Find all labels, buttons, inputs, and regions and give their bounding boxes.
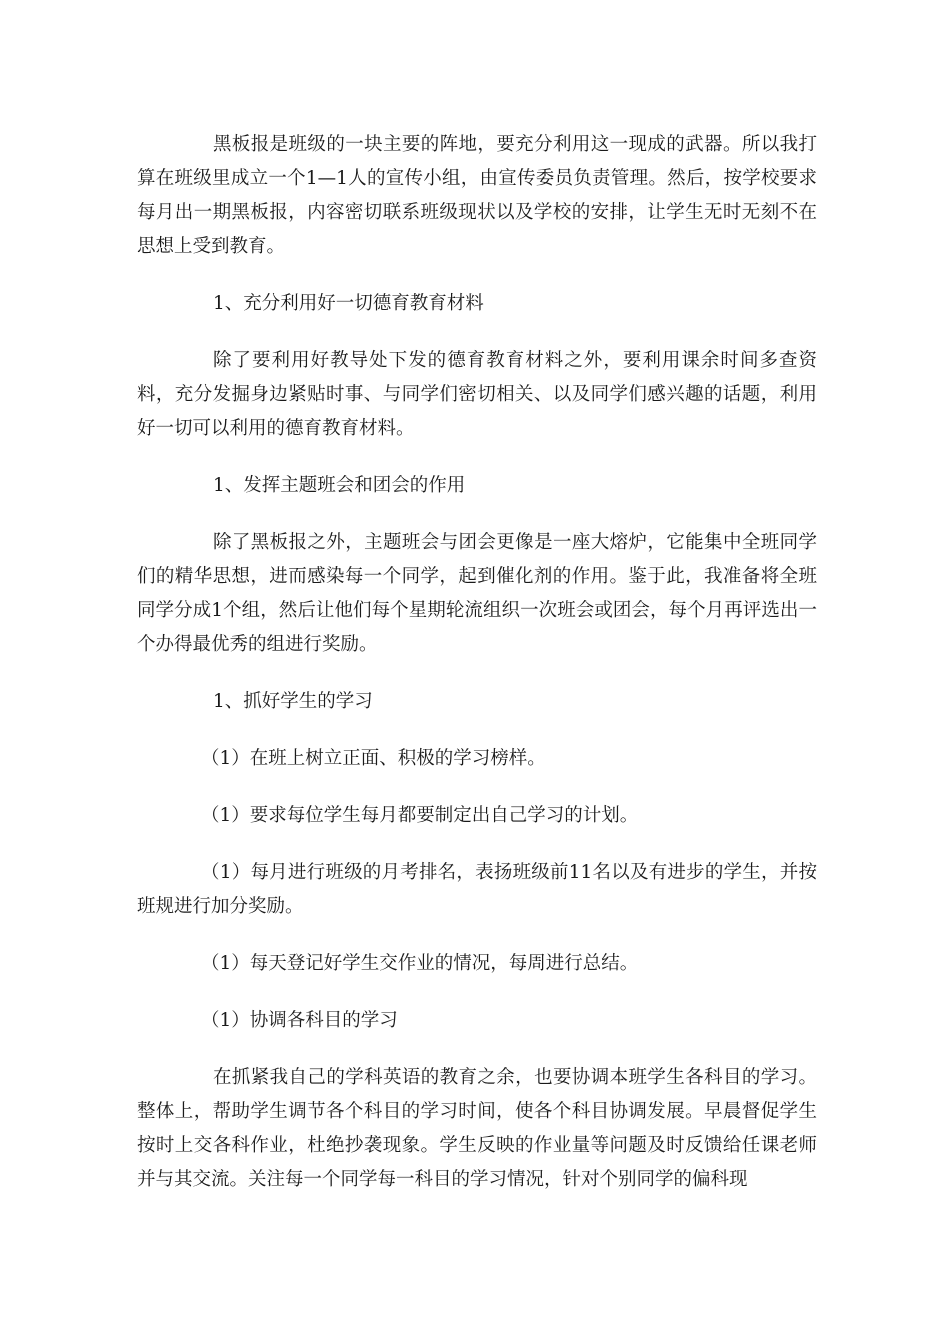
document-body xyxy=(137,128,817,1220)
list-item-role-models: （1）在班上树立正面、积极的学习榜样。 xyxy=(201,748,546,769)
list-item-monthly-ranking: （1）每月进行班级的月考排名，表扬班级前11名以及有进步的学生，并按班规进行加分奖励。 xyxy=(137,862,817,917)
paragraph-class-meetings: 除了黑板报之外，主题班会与团会更像是一座大熔炉，它能集中全班同学们的精华思想，进而感染每一个同学，起到催化剂的作用。鉴于此，我准备将全班同学分成1个组，然后让他们每个星期轮流组织一次班会或团会，每个月再评选出一个办得最优秀的组进行奖励。 xyxy=(137,532,817,655)
heading-moral-materials: 1、充分利用好一切德育教育材料 xyxy=(213,293,484,314)
list-item-coordinate-subjects: （1）协调各科目的学习 xyxy=(201,1010,398,1031)
heading-class-meetings: 1、发挥主题班会和团会的作用 xyxy=(213,475,466,496)
paragraph-coordinate-subjects: 在抓紧我自己的学科英语的教育之余，也要协调本班学生各科目的学习。整体上，帮助学生调节各个科目的学习时间，使各个科目协调发展。早晨督促学生按时上交各科作业，杜绝抄袭现象。学生反映的作业量等问题及时反馈给任课老师并与其交流。关注每一个同学每一科目的学习情况，针对个别同学的偏科现 xyxy=(137,1067,817,1190)
paragraph-moral-materials: 除了要利用好教导处下发的德育教育材料之外，要利用课余时间多查资料，充分发掘身边紧贴时事、与同学们密切相关、以及同学们感兴趣的话题，利用好一切可以利用的德育教育材料。 xyxy=(137,350,817,439)
list-item-study-plan: （1）要求每位学生每月都要制定出自己学习的计划。 xyxy=(201,805,639,826)
heading-student-study: 1、抓好学生的学习 xyxy=(213,691,373,712)
paragraph-blackboard: 黑板报是班级的一块主要的阵地，要充分利用这一现成的武器。所以我打算在班级里成立一个1—1人的宣传小组，由宣传委员负责管理。然后，按学校要求每月出一期黑板报，内容密切联系班级现状以及学校的安排，让学生无时无刻不在思想上受到教育。 xyxy=(137,134,817,257)
list-item-homework-record: （1）每天登记好学生交作业的情况，每周进行总结。 xyxy=(201,953,639,974)
